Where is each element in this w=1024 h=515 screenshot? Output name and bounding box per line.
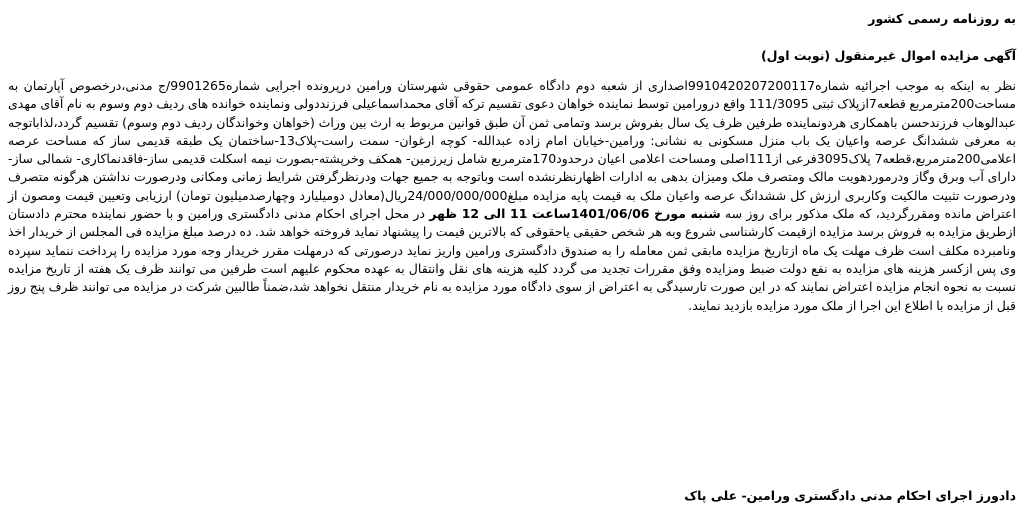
signature-line: دادورز اجرای احکام مدنی دادگستری ورامین- علی پاک	[684, 488, 1016, 503]
body-text-part2: در محل اجرای احکام مدنی دادگستری ورامین و با حضور نماینده محترم دادستان ازطریق مزایده به فروش برسد مزایده ازقیمت کارشناسی شروع وبه هر شخص حقیقی یاحقوقی که بالاترین قیمت را پیشنهاد نماید فروخته خواهد شد. ده درصد مبلغ مزایده فی المجلس از خریدار اخذ ونامبرده مکلف است ظرف مهلت یک ماه ازتاریخ مزایده مابقی ثمن معامله را به صندوق دادگستری ورامین واریز نماید درصورتی که درمهلت مقرر خریدار وجه مورد مزایده را پرداخت ننماید سپرده وی پس ازکسر هزینه های مزایده به نفع دولت ضبط ومزایده وفق مقررات تجدید می گردد کلیه هزینه های نقل وانتقال به عهده محکوم علیهم است طرفین می توانند ظرف یک هفته از تاریخ مزایده نسبت به نحوه انجام مزایده اعتراض نمایند که در این صورت تارسیدگی به اعتراض از سوی دادگاه مورد مزایده به نام خریدار منتقل نخواهد شد،ضمناً طالبین شرکت در مزایده می توانند ظرف پنج روز قبل از مزایده با اطلاع این اجرا از ملک مورد مزایده بازدید نمایند.	[8, 206, 1016, 313]
publisher-line: به روزنامه رسمی کشور	[868, 11, 1016, 26]
notice-body	[8, 77, 1016, 315]
body-text-part1: نظر به اینکه به موجب اجرائیه شماره9910420207200117اصداری از شعبه دوم دادگاه عمومی حقوقی شهرستان ورامین درپرونده اجرایی شماره9901265/ج مدنی،درخصوص آپارتمان به مساحت200مترمربع قطعه7ازپلاک ثبتی 111/3095 واقع درورامین توسط نماینده خواهان دعوی تقسیم ترکه آقای محمداسماعیلی فرزنددولی ونماینده خوانده های ردیف دوم وسوم به نام آقای مهدی عبدالوهاب فرزندحسن باهمکاری هردونماینده طرفین ظرف یک سال بفروش برسد وتمامی ثمن آن طبق قوانین مربوط به ارث بین وراث (خواهان وخواندگان ردیف دوم وسوم) تقسیم گردد،لذاباتوجه به معرفی ششدانگ عرصه واعیان یک باب منزل مسکونی به نشانی: ورامین-خیابان امام زاده عبدالله- کوچه ارغوان- سمت راست-پلاک13-ساختمان یک طبقه قدیمی ساز که مساحت عرصه اعلامی200مترمربع،قطعه7 پلاک3095فرعی از111اصلی ومساحت اعلامی اعیان درحدود170مترمربع شامل زیرزمین- همکف وخرپشته-بصورت نیمه اسکلت قدیمی ساز-فاقدنماکاری- شمالی ساز- دارای آب وبرق وگاز ودرموردهویت مالک ومتصرف ملک ومیزان بدهی به ادارات اظهارنظرنشده است وباتوجه به جمیع جهات ودرنظرگرفتن شرایط زمانی ومکانی ودرصورت نداشتن هرگونه متصرف ودرصورت تثبیت مالکیت وکاربری ارزش کل ششدانگ عرصه واعیان ملک به قیمت پایه مزایده مبلغ24/000/000/000ریال(معادل دومیلیارد وچهارصدمیلیون تومان) ارزیابی وتعیین قیمت ومصون از اعتراض مانده ومقررگردید، که ملک مذکور برای روز سه	[8, 78, 1016, 222]
auction-date-time: شنبه مورخ 1401/06/06ساعت 11 الی 12 ظهر	[429, 206, 721, 222]
ad-title: آگهی مزایده اموال غیرمنقول (نوبت اول)	[760, 48, 1016, 63]
